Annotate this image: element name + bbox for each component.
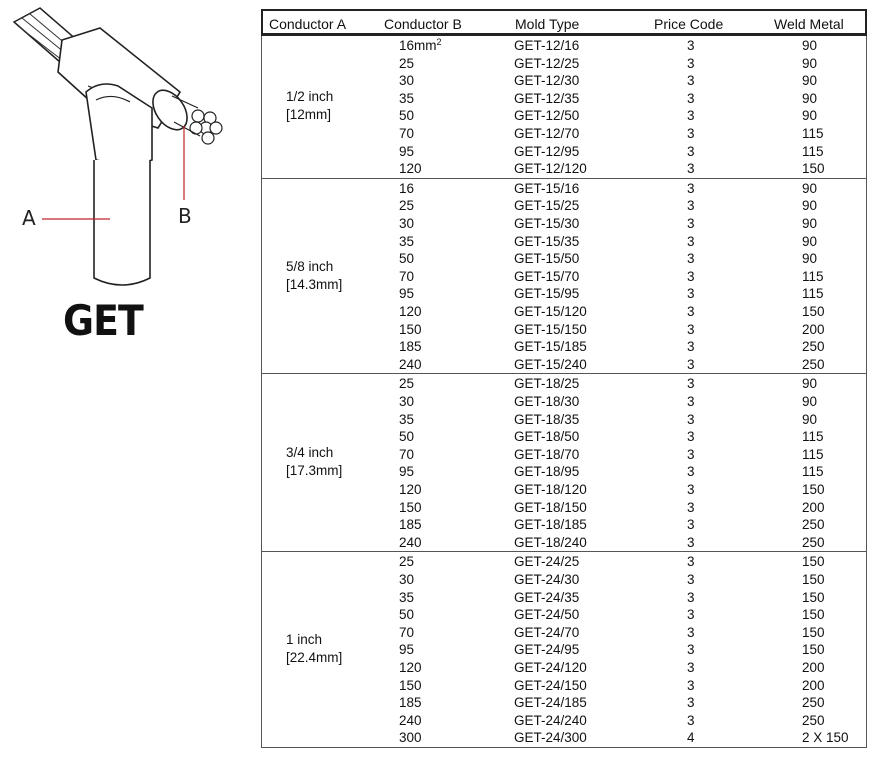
mold-type-cell: GET-24/240 (514, 712, 587, 728)
mold-type-cell: GET-15/25 (514, 198, 580, 214)
price-code-cell: 3 (687, 499, 695, 515)
conductor-a-mm: [22.4mm] (286, 650, 343, 666)
table-row (262, 180, 866, 198)
weld-metal-cell: 115 (802, 446, 824, 462)
table-row (262, 250, 866, 268)
weld-metal-cell: 115 (802, 464, 824, 480)
conductor-b-cell: 120 (399, 303, 422, 319)
mold-type-cell: GET-15/35 (514, 233, 580, 249)
price-code-cell: 3 (687, 73, 695, 89)
weld-metal-cell: 150 (802, 624, 825, 640)
price-code-cell: 3 (687, 393, 695, 409)
mold-type-cell: GET-12/70 (514, 125, 580, 141)
price-code-cell: 3 (687, 554, 695, 570)
mold-type-cell: GET-24/25 (514, 554, 580, 570)
table-row (262, 534, 866, 552)
price-code-cell: 3 (687, 517, 695, 533)
price-code-cell: 3 (687, 180, 695, 196)
table-row (262, 55, 866, 73)
price-code-cell: 3 (687, 38, 695, 53)
mold-type-cell: GET-24/300 (514, 730, 587, 746)
mold-type-cell: GET-12/25 (514, 55, 580, 71)
conductor-b-cell (399, 37, 442, 55)
conductor-a-mm: [14.3mm] (286, 276, 343, 292)
table-row (262, 411, 866, 429)
weld-metal-cell: 115 (802, 286, 824, 302)
table-row (262, 107, 866, 125)
conductor-b-cell: 25 (399, 376, 415, 392)
conductor-b-cell: 95 (399, 286, 415, 302)
weld-metal-cell: 90 (802, 38, 818, 53)
conductor-b-cell: 35 (399, 589, 415, 605)
mold-type-cell: GET-18/70 (514, 446, 580, 462)
weld-metal-cell: 150 (802, 161, 825, 177)
table-row (262, 463, 866, 481)
table-group (261, 374, 867, 552)
price-code-cell: 3 (687, 589, 695, 605)
price-code-cell: 3 (687, 143, 695, 159)
price-code-cell: 4 (687, 730, 695, 746)
mold-type-cell: GET-18/30 (514, 393, 580, 409)
price-code-cell: 3 (687, 642, 695, 658)
mold-type-cell: GET-18/95 (514, 464, 580, 480)
price-code-cell: 3 (687, 198, 695, 214)
conductor-b-cell: 30 (399, 73, 415, 89)
price-code-cell: 3 (687, 677, 695, 693)
table-row (262, 641, 866, 659)
price-code-cell: 3 (687, 464, 695, 480)
table-row (262, 338, 866, 356)
mold-type-cell: GET-24/70 (514, 624, 580, 640)
mold-type-cell: GET-15/30 (514, 215, 580, 231)
conductor-b-cell: 30 (399, 215, 415, 231)
price-code-cell: 3 (687, 55, 695, 71)
mold-type-cell: GET-12/16 (514, 38, 580, 53)
price-code-cell: 3 (687, 321, 695, 337)
price-code-cell: 3 (687, 607, 695, 623)
conductor-b-cell: 240 (399, 712, 422, 728)
price-code-cell: 3 (687, 303, 695, 319)
conductor-b-cell: 35 (399, 411, 415, 427)
mold-type-cell: GET-18/185 (514, 517, 587, 533)
table-row (262, 125, 866, 143)
weld-metal-cell: 115 (802, 429, 824, 445)
conductor-b-value: 16 (399, 38, 415, 53)
weld-metal-cell: 200 (802, 677, 825, 693)
mold-type-cell: GET-15/70 (514, 268, 580, 284)
weld-metal-cell: 90 (802, 233, 818, 249)
table-row (262, 589, 866, 607)
label-b: B (178, 204, 192, 228)
mold-type-cell: GET-15/16 (514, 180, 580, 196)
price-code-cell: 3 (687, 339, 695, 355)
weld-metal-cell: 150 (802, 481, 825, 497)
weld-metal-cell: 250 (802, 534, 825, 550)
conductor-a-inch: 3/4 inch (286, 445, 334, 461)
table-row (262, 659, 866, 677)
table-row (262, 606, 866, 624)
price-code-cell: 3 (687, 108, 695, 124)
table-row (262, 694, 866, 712)
conductor-b-cell: 25 (399, 198, 415, 214)
header-weld-metal: Weld Metal (774, 16, 844, 32)
price-code-cell: 3 (687, 161, 695, 177)
table-row (262, 624, 866, 642)
conductor-b-cell: 185 (399, 517, 422, 533)
mold-type-cell: GET-18/50 (514, 429, 580, 445)
table-row (262, 375, 866, 393)
mold-type-cell: GET-12/30 (514, 73, 580, 89)
price-code-cell: 3 (687, 712, 695, 728)
weld-metal-cell: 2 X 150 (802, 730, 849, 746)
price-code-cell: 3 (687, 376, 695, 392)
mold-type-cell: GET-24/30 (514, 571, 580, 587)
product-figure (0, 0, 250, 360)
table-row (262, 321, 866, 339)
table-row (262, 160, 866, 178)
price-code-cell: 3 (687, 571, 695, 587)
conductor-b-cell: 95 (399, 464, 415, 480)
price-code-cell: 3 (687, 251, 695, 267)
table-header (261, 9, 867, 36)
mold-type-cell: GET-24/50 (514, 607, 580, 623)
weld-metal-cell: 90 (802, 215, 818, 231)
weld-metal-cell: 150 (802, 589, 825, 605)
table-row (262, 303, 866, 321)
table-row (262, 481, 866, 499)
weld-metal-cell: 150 (802, 554, 825, 570)
mold-type-cell: GET-24/120 (514, 659, 587, 675)
mold-type-cell: GET-15/150 (514, 321, 587, 337)
conductor-b-cell: 50 (399, 429, 415, 445)
weld-metal-cell: 90 (802, 73, 818, 89)
price-code-cell: 3 (687, 233, 695, 249)
conductor-b-cell: 185 (399, 695, 422, 711)
mold-type-cell: GET-18/25 (514, 376, 580, 392)
price-code-cell: 3 (687, 695, 695, 711)
conductor-b-cell: 150 (399, 321, 422, 337)
conductor-b-cell: 120 (399, 481, 422, 497)
table-row (262, 143, 866, 161)
price-code-cell: 3 (687, 356, 695, 372)
conductor-a-inch: 5/8 inch (286, 258, 334, 274)
table-row (262, 90, 866, 108)
table-row (262, 356, 866, 374)
header-conductor-b: Conductor B (384, 16, 462, 32)
mold-type-cell: GET-24/95 (514, 642, 580, 658)
table-row (262, 393, 866, 411)
conductor-b-cell: 120 (399, 659, 422, 675)
unit-superscript: 2 (436, 37, 442, 47)
weld-metal-cell: 200 (802, 321, 825, 337)
price-code-cell: 3 (687, 481, 695, 497)
mold-type-cell: GET-18/240 (514, 534, 587, 550)
price-code-cell: 3 (687, 286, 695, 302)
table-group (261, 552, 867, 748)
mold-type-cell: GET-18/120 (514, 481, 587, 497)
conductor-b-cell: 30 (399, 571, 415, 587)
weld-metal-cell: 200 (802, 659, 825, 675)
conductor-b-cell: 50 (399, 108, 415, 124)
weld-metal-cell: 250 (802, 517, 825, 533)
conductor-b-cell: 240 (399, 356, 422, 372)
header-price-code: Price Code (654, 16, 724, 32)
mold-type-cell: GET-12/35 (514, 90, 580, 106)
conductor-a-mm: [17.3mm] (286, 463, 343, 479)
mold-type-cell: GET-15/50 (514, 251, 580, 267)
weld-metal-cell: 90 (802, 393, 818, 409)
mold-type-cell: GET-24/35 (514, 589, 580, 605)
table-row (262, 571, 866, 589)
conductor-b-cell: 50 (399, 607, 415, 623)
weld-metal-cell: 150 (802, 571, 825, 587)
weld-metal-cell: 90 (802, 108, 818, 124)
weld-metal-cell: 90 (802, 251, 818, 267)
conductor-a-inch: 1/2 inch (286, 89, 334, 105)
conductor-b-cell: 70 (399, 624, 415, 640)
conductor-a-inch: 1 inch (286, 632, 323, 648)
conductor-b-cell: 25 (399, 55, 415, 71)
weld-metal-cell: 115 (802, 125, 824, 141)
weld-metal-cell: 90 (802, 198, 818, 214)
table-body (261, 36, 867, 748)
mold-type-cell: GET-12/95 (514, 143, 580, 159)
conductor-b-cell: 25 (399, 554, 415, 570)
table-row (262, 712, 866, 730)
table-row (262, 516, 866, 534)
weld-metal-cell: 90 (802, 376, 818, 392)
mold-type-cell: GET-12/50 (514, 108, 580, 124)
conductor-b-cell: 16 (399, 180, 415, 196)
product-title: GET (63, 296, 143, 345)
conductor-b-cell: 150 (399, 499, 422, 515)
weld-metal-cell: 115 (802, 143, 824, 159)
mold-type-cell: GET-24/185 (514, 695, 587, 711)
conductor-b-cell: 185 (399, 339, 422, 355)
mold-type-cell: GET-12/120 (514, 161, 587, 177)
table-row (262, 677, 866, 695)
table-row (262, 37, 866, 55)
price-code-cell: 3 (687, 446, 695, 462)
conductor-b-cell: 70 (399, 125, 415, 141)
table-row (262, 233, 866, 251)
conductor-b-cell: 95 (399, 143, 415, 159)
weld-metal-cell: 150 (802, 607, 825, 623)
price-code-cell: 3 (687, 411, 695, 427)
weld-metal-cell: 200 (802, 499, 825, 515)
conductor-b-cell: 35 (399, 90, 415, 106)
conductor-a-mm: [12mm] (286, 107, 332, 123)
price-code-cell: 3 (687, 659, 695, 675)
conductor-b-cell: 120 (399, 161, 422, 177)
weld-metal-cell: 250 (802, 712, 825, 728)
price-code-cell: 3 (687, 125, 695, 141)
conductor-b-cell: 50 (399, 251, 415, 267)
unit-mm: mm (414, 38, 437, 53)
table-row (262, 553, 866, 571)
price-code-cell: 3 (687, 624, 695, 640)
tee-connector-illustration (0, 0, 250, 300)
conductor-b-cell: 150 (399, 677, 422, 693)
mold-type-cell: GET-15/185 (514, 339, 587, 355)
label-a: A (22, 206, 36, 230)
header-conductor-a: Conductor A (269, 16, 347, 32)
table-row (262, 729, 866, 747)
weld-metal-cell: 150 (802, 303, 825, 319)
weld-metal-cell: 90 (802, 180, 818, 196)
price-code-cell: 3 (687, 534, 695, 550)
weld-metal-cell: 115 (802, 268, 824, 284)
weld-metal-cell: 90 (802, 55, 818, 71)
mold-type-cell: GET-15/120 (514, 303, 587, 319)
price-code-cell: 3 (687, 268, 695, 284)
conductor-b-cell: 30 (399, 393, 415, 409)
conductor-b-cell: 70 (399, 268, 415, 284)
weld-metal-cell: 90 (802, 411, 818, 427)
table-row (262, 499, 866, 517)
header-mold-type: Mold Type (515, 16, 580, 32)
table-group (261, 36, 867, 179)
weld-metal-cell: 150 (802, 642, 825, 658)
conductor-b-cell: 70 (399, 446, 415, 462)
mold-type-cell: GET-15/240 (514, 356, 587, 372)
price-code-cell: 3 (687, 90, 695, 106)
mold-type-cell: GET-18/150 (514, 499, 587, 515)
price-code-cell: 3 (687, 429, 695, 445)
conductor-b-cell: 95 (399, 642, 415, 658)
conductor-b-cell: 240 (399, 534, 422, 550)
conductor-b-cell: 35 (399, 233, 415, 249)
table-row (262, 285, 866, 303)
table-row (262, 72, 866, 90)
weld-metal-cell: 90 (802, 90, 818, 106)
table-row (262, 446, 866, 464)
weld-metal-cell: 250 (802, 695, 825, 711)
specification-table (261, 9, 867, 748)
weld-metal-cell: 250 (802, 356, 825, 372)
table-group (261, 179, 867, 375)
mold-type-cell: GET-24/150 (514, 677, 587, 693)
table-row (262, 428, 866, 446)
price-code-cell: 3 (687, 215, 695, 231)
mold-type-cell: GET-18/35 (514, 411, 580, 427)
conductor-b-cell: 300 (399, 730, 422, 746)
mold-type-cell: GET-15/95 (514, 286, 580, 302)
table-row (262, 197, 866, 215)
table-row (262, 215, 866, 233)
weld-metal-cell: 250 (802, 339, 825, 355)
table-row (262, 268, 866, 286)
